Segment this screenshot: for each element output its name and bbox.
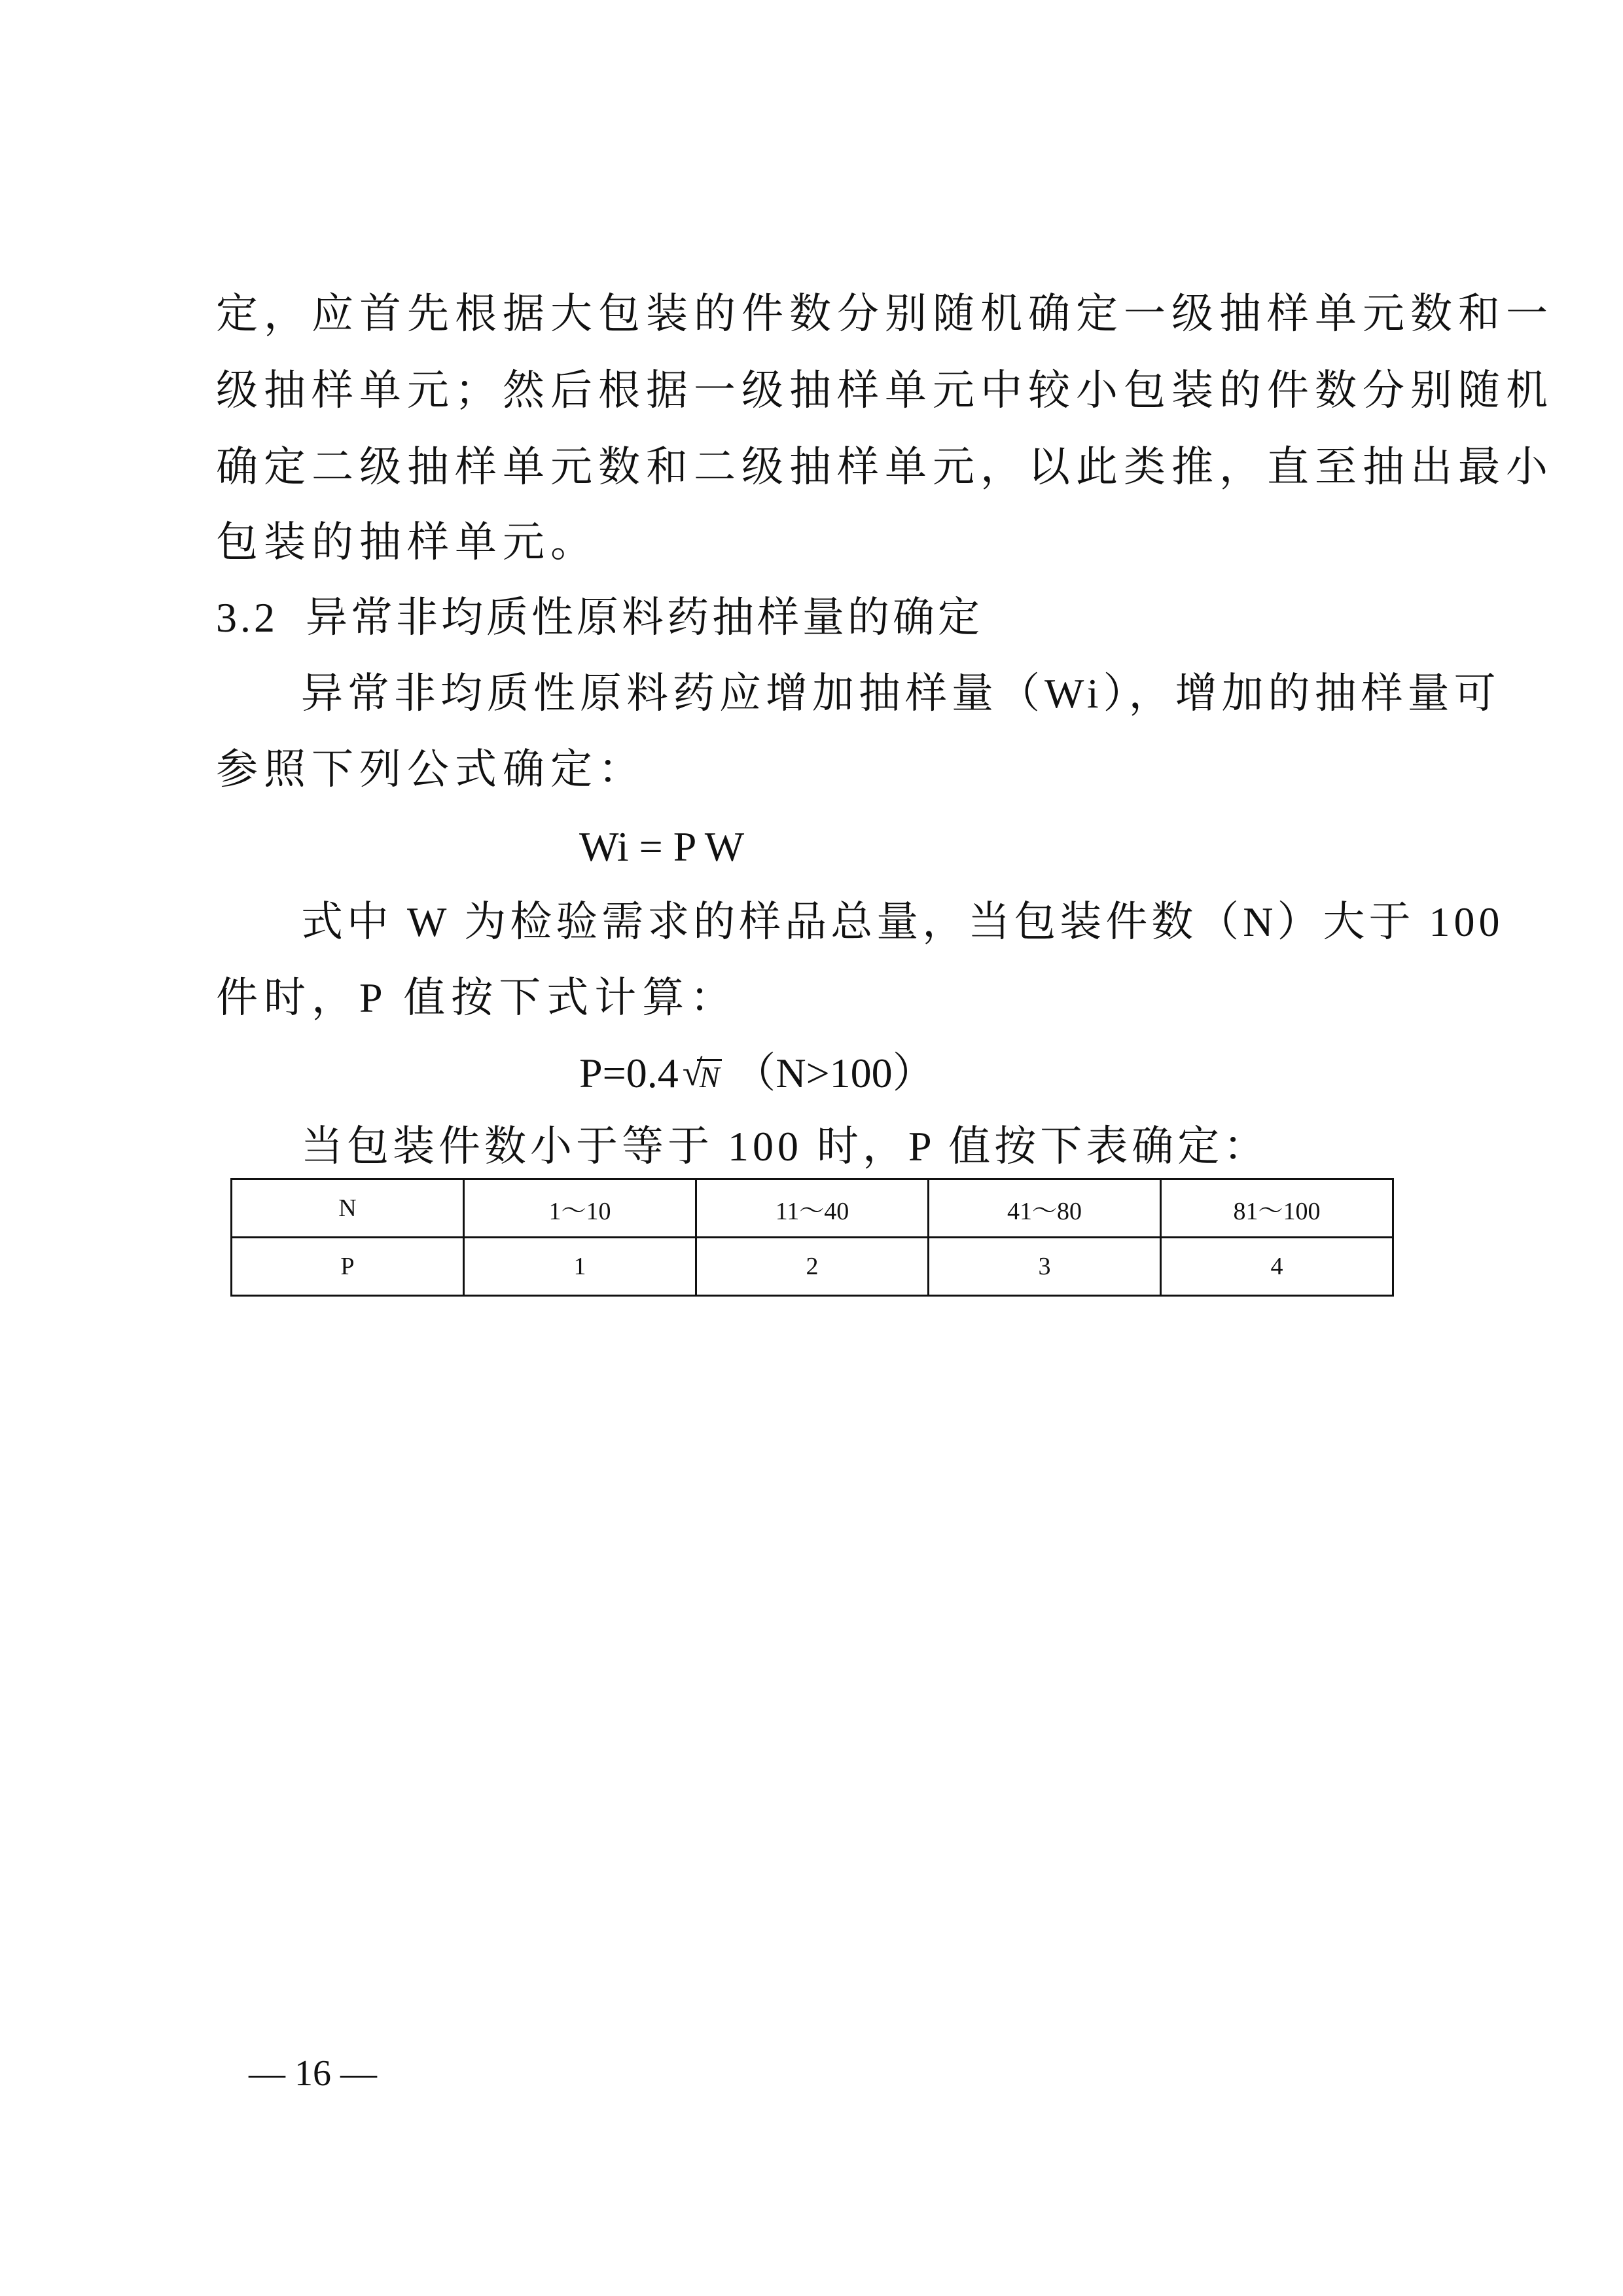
table-cell: N: [232, 1179, 464, 1238]
formula-wi: Wi = P W: [579, 823, 745, 870]
table-cell: 41～80: [929, 1179, 1161, 1238]
p-value-table: [230, 1178, 1394, 1297]
paragraph3-line-2: 件时，P 值按下式计算：: [216, 975, 738, 1021]
table-cell: 11～40: [696, 1179, 929, 1238]
paragraph1-line-3: 确定二级抽样单元数和二级抽样单元，以此类推，直至抽出最小: [216, 444, 1554, 490]
table-cell: 3: [929, 1238, 1161, 1296]
square-root: [682, 1053, 722, 1094]
table-cell: 1～10: [464, 1179, 696, 1238]
table-row: [232, 1238, 1393, 1296]
section-heading: 3.2 异常非均质性原料药抽样量的确定: [216, 594, 983, 641]
table-cell: P: [232, 1238, 464, 1296]
formula-p-prefix: P=0.4: [579, 1050, 679, 1096]
formula-p-condition: （N>100）: [734, 1050, 935, 1096]
formula-p: [579, 1052, 935, 1094]
radicand: N: [697, 1059, 722, 1092]
table-cell: 81～100: [1161, 1179, 1393, 1238]
page-number: — 16 —: [249, 2053, 377, 2094]
table-cell: 2: [696, 1238, 929, 1296]
paragraph1-line-2: 级抽样单元；然后根据一级抽样单元中较小包装的件数分别随机: [216, 367, 1554, 414]
table-row: [232, 1179, 1393, 1238]
paragraph4-line: 当包装件数小于等于 100 时，P 值按下表确定：: [301, 1123, 1270, 1170]
paragraph1-line-4: 包装的抽样单元。: [216, 519, 598, 565]
paragraph2-line-2: 参照下列公式确定：: [216, 746, 646, 793]
paragraph3-line-1: 式中 W 为检验需求的样品总量，当包装件数（N）大于 100: [301, 899, 1504, 945]
paragraph2-line-1: 异常非均质性原料药应增加抽样量（Wi），增加的抽样量可: [301, 670, 1501, 717]
table-cell: 4: [1161, 1238, 1393, 1296]
paragraph1-line-1: 定，应首先根据大包装的件数分别随机确定一级抽样单元数和一: [216, 291, 1554, 337]
radical-sign-icon: √: [682, 1053, 703, 1094]
table-cell: 1: [464, 1238, 696, 1296]
